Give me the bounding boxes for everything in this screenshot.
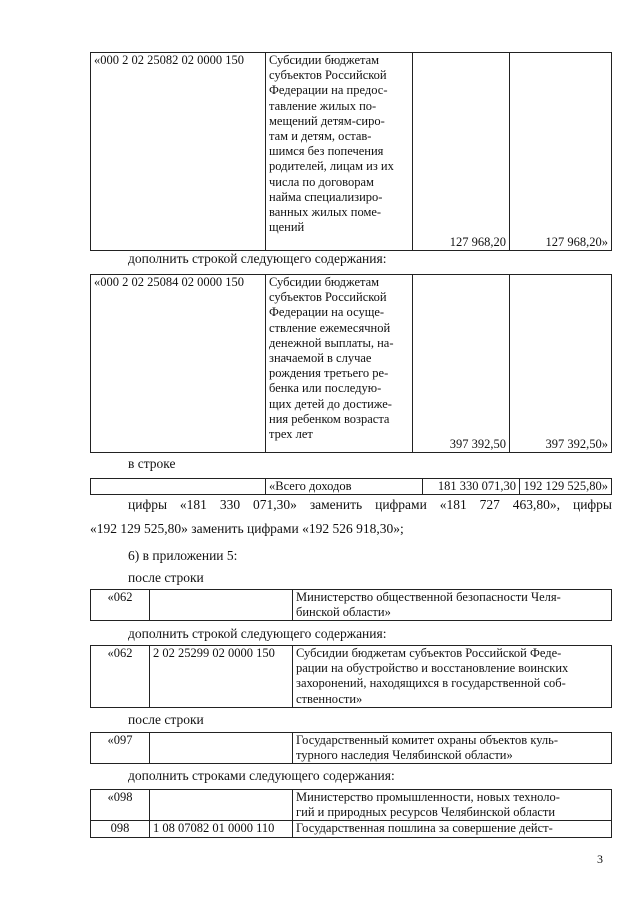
- code-cell: «097: [91, 733, 150, 764]
- code-cell: «098: [91, 790, 150, 821]
- empty-cell: [91, 479, 266, 495]
- page-number: 3: [597, 852, 603, 866]
- name-cell: Государственный комитет охраны объектов куль- турного наследия Челябинской области»: [293, 733, 612, 764]
- replace-text: цифры «181 330 071,30» заменить цифрами «181 727 463,80», цифры: [128, 497, 612, 512]
- instruction-text: дополнить строкой следующего содержания:: [128, 251, 387, 266]
- table-row: [91, 733, 612, 764]
- code-cell: 098: [91, 821, 150, 837]
- name-cell: Государственная пошлина за совершение дейст-: [293, 821, 612, 837]
- instruction-text: дополнить строкой следующего содержания:: [128, 626, 387, 641]
- code-cell: [150, 790, 293, 821]
- name-cell: Субсидии бюджетам субъектов Российской Федерации на предос- тавление жилых по- мещений детям-сиро- там и детям, остав- шимся без попечения родителей, лицам из их числа по договорам найма специализиро- ванных жилых поме- щений: [266, 53, 413, 251]
- code-cell: «000 2 02 25082 02 0000 150: [91, 53, 266, 251]
- table-row: [91, 646, 612, 708]
- name-cell: «Всего доходов: [266, 479, 423, 495]
- code-cell: [150, 733, 293, 764]
- instruction-text: после строки: [128, 712, 204, 727]
- appendix5-table-2: [90, 645, 612, 708]
- code-cell: «062: [91, 590, 150, 621]
- appendix5-table-3: [90, 732, 612, 764]
- instruction-text: после строки: [128, 570, 204, 585]
- value-cell: 127 968,20: [413, 53, 510, 251]
- table-row: [91, 590, 612, 621]
- total-income-table: [90, 478, 612, 495]
- income-table-2: [90, 274, 612, 453]
- value-cell: 397 392,50: [413, 275, 510, 453]
- income-table-1: [90, 52, 612, 251]
- table-row: [91, 53, 612, 251]
- code-cell: «000 2 02 25084 02 0000 150: [91, 275, 266, 453]
- appendix5-table-4: [90, 789, 612, 838]
- table-row: [91, 821, 612, 837]
- name-cell: Субсидии бюджетам субъектов Российской Феде- рации на обустройство и восстановление воинских захоронений, находящихся в государственной соб- ственности»: [293, 646, 612, 708]
- name-cell: Министерство промышленности, новых техноло- гий и природных ресурсов Челябинской области: [293, 790, 612, 821]
- code-cell: 2 02 25299 02 0000 150: [150, 646, 293, 708]
- instruction-text: дополнить строками следующего содержания:: [128, 768, 395, 783]
- value-cell: 127 968,20»: [510, 53, 612, 251]
- code-cell: 1 08 07082 01 0000 110: [150, 821, 293, 837]
- section-heading: 6) в приложении 5:: [128, 548, 238, 563]
- value-cell: 192 129 525,80»: [520, 479, 612, 495]
- name-cell: Министерство общественной безопасности Челя- бинской области»: [293, 590, 612, 621]
- instruction-text: [128, 497, 612, 513]
- instruction-text: «192 129 525,80» заменить цифрами «192 526 918,30»;: [90, 521, 404, 536]
- table-row: [91, 275, 612, 453]
- table-row: [91, 479, 612, 495]
- value-cell: 397 392,50»: [510, 275, 612, 453]
- code-cell: [150, 590, 293, 621]
- value-cell: 181 330 071,30: [423, 479, 520, 495]
- appendix5-table-1: [90, 589, 612, 621]
- instruction-text: в строке: [128, 456, 176, 471]
- code-cell: «062: [91, 646, 150, 708]
- table-row: [91, 790, 612, 821]
- name-cell: Субсидии бюджетам субъектов Российской Федерации на осуще- ствление ежемесячной денежной выплаты, на- значаемой в случае рождения третьего ре- бенка или последую- щих детей до достиже- ния ребенком возраста трех лет: [266, 275, 413, 453]
